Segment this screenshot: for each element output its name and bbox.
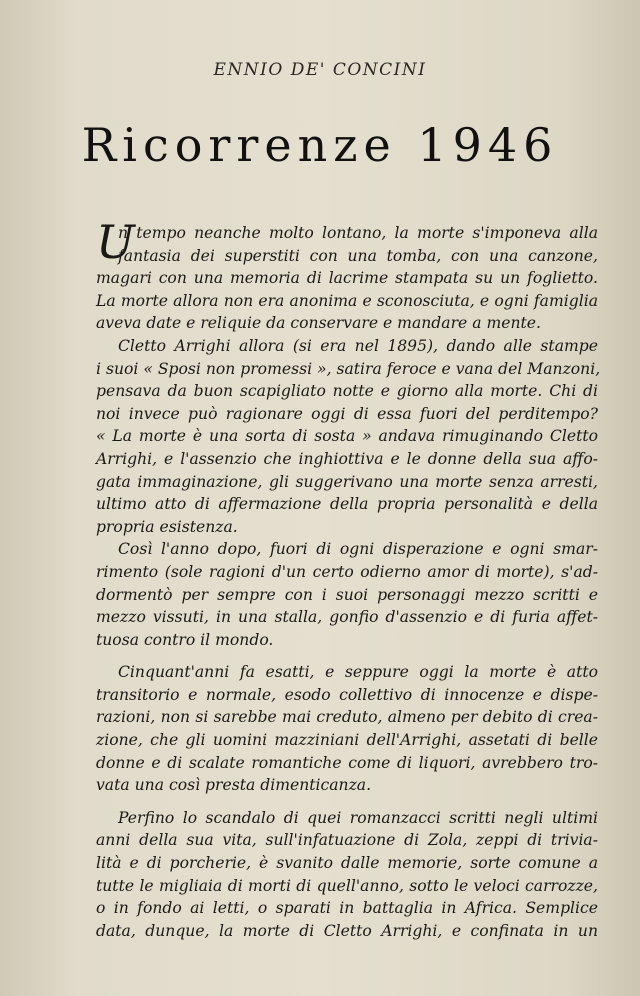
text-line: o in fondo ai letti, o sparati in battaglia in Africa. Semplice — [96, 899, 598, 918]
text-line: « La morte è una sorta di sosta » andava rimuginando Cletto — [96, 427, 598, 446]
text-line: magari con una memoria di lacrime stampata su un foglietto. — [96, 269, 598, 288]
text-line: Così l'anno dopo, fuori di ogni disperazione e ogni smar- — [118, 540, 598, 559]
article-title: Ricorrenze 1946 — [81, 118, 559, 172]
author-name: ENNIO DE' CONCINI — [213, 60, 427, 80]
text-line: n tempo neanche molto lontano, la morte s'imponeva alla — [118, 224, 598, 242]
text-line: La morte allora non era anonima e sconosciuta, e ogni famiglia — [96, 291, 598, 310]
text-line: fantasia dei superstiti con una tomba, con una canzone, — [118, 246, 598, 265]
text-line: pensava da buon scapigliato notte e giorno alla morte. Chi di — [96, 382, 598, 401]
text-line: dormentò per sempre con i suoi personaggi mezzo scritti e — [96, 585, 598, 604]
text-line: mezzo vissuti, in una stalla, gonfio d'assenzio e di furia affet- — [96, 608, 598, 627]
text-line: vata una così presta dimenticanza. — [96, 776, 372, 795]
text-line: donne e di scalate romantiche come di liquori, avrebbero tro- — [96, 753, 598, 772]
text-line: tutte le migliaia di morti di quell'anno, sotto le veloci carrozze, — [96, 876, 598, 895]
text-line: i suoi « Sposi non promessi », satira feroce e vana del Manzoni, — [96, 359, 601, 378]
text-line: data, dunque, la morte di Cletto Arrighi, e confinata in un — [96, 921, 598, 940]
text-line: noi invece può ragionare oggi di essa fuori del perditempo? — [96, 404, 598, 423]
text-line: propria esistenza. — [96, 517, 238, 536]
text-line: Arrighi, e l'assenzio che inghiottiva e le donne della sua affo- — [96, 449, 598, 468]
text-line: zione, che gli uomini mazziniani dell'Arrighi, assetati di belle — [96, 731, 598, 750]
text-line: Cletto Arrighi allora (si era nel 1895), dando alle stampe — [118, 336, 598, 355]
text-line: anni della sua vita, sull'infatuazione di Zola, zeppi di trivia- — [96, 831, 598, 850]
text-line: gata immaginazione, gli suggerivano una morte senza arresti, — [96, 472, 598, 491]
text-line: rimento (sole ragioni d'un certo odierno amor di morte), s'ad- — [96, 562, 598, 581]
text-line: ultimo atto di affermazione della propria personalità e della — [96, 495, 598, 514]
text-line: razioni, non si sarebbe mai creduto, almeno per debito di crea- — [96, 708, 598, 727]
article-body — [96, 222, 601, 942]
text-line: tuosa contro il mondo. — [96, 630, 274, 649]
text-line: lità e di porcherie, è svanito dalle memorie, sorte comune a — [96, 854, 598, 873]
text-line: transitorio e normale, esodo collettivo di innocenze e dispe- — [96, 685, 598, 704]
text-line: Perfino lo scandalo di quei romanzacci scritti negli ultimi — [118, 808, 598, 827]
text-line: aveva date e reliquie da conservare e mandare a mente. — [96, 314, 541, 333]
drop-cap: U — [96, 215, 135, 269]
text-line: Cinquant'anni fa esatti, e seppure oggi la morte è atto — [118, 663, 598, 682]
